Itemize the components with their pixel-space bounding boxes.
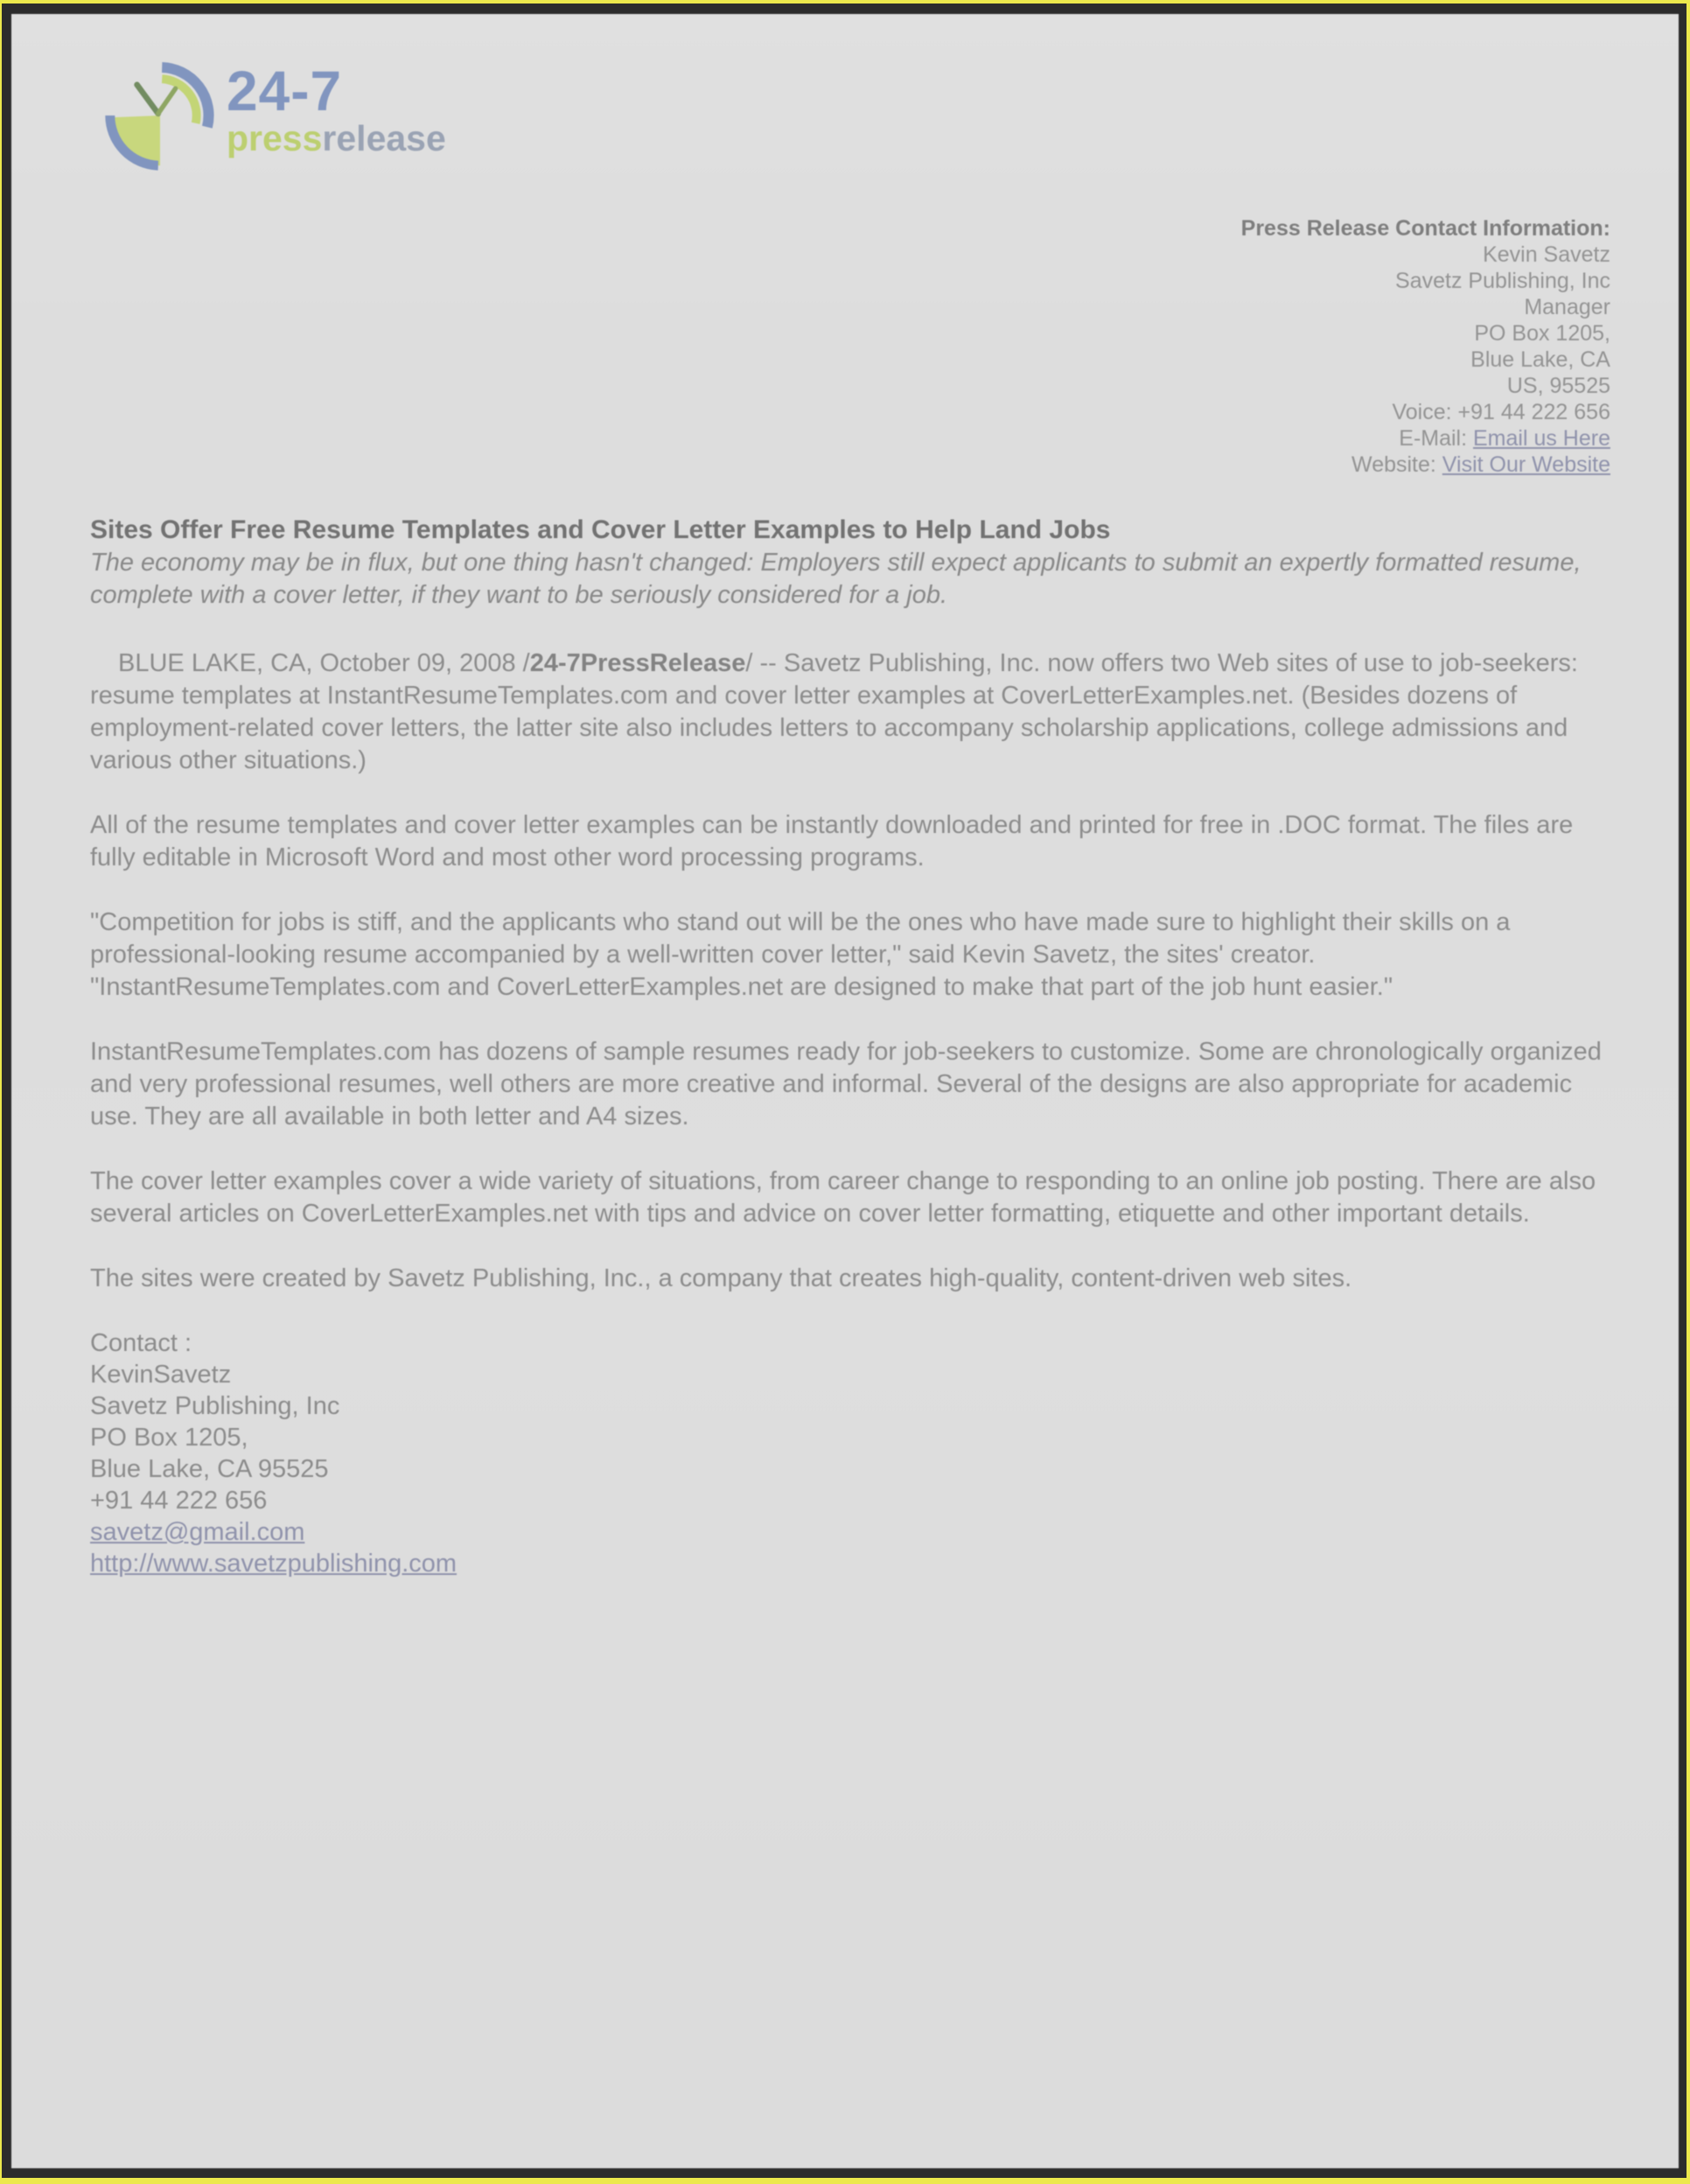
press-release-summary: The economy may be in flux, but one thing hasn't changed: Employers still expect applicants to submit an expertly formatted resume, complete with a cover letter, if they want to be seriously considered for a job. [90,549,1582,609]
footer-email-line [90,1516,1610,1548]
press-contact-name: Kevin Savetz [1483,242,1610,267]
footer-contact-name: KevinSavetz [90,1361,232,1389]
logo-press: press [227,118,323,158]
body-paragraph-6: The sites were created by Savetz Publishing, Inc., a company that creates high-quality, content-driven web sites. [90,1264,1352,1292]
email-us-link[interactable]: Email us Here [1473,426,1610,451]
footer-contact-block [90,1327,1610,1579]
website-label: Website: [1351,452,1442,477]
press-contact-company: Savetz Publishing, Inc [1395,269,1610,293]
clock-icon [102,58,218,173]
footer-website-line [90,1548,1610,1579]
body-paragraph-3: "Competition for jobs is stiff, and the applicants who stand out will be the ones who have made sure to highlight their skills on a professional-looking resume accompanied by a well-written cover letter," said Kevin Savetz, the sites' creator. "InstantResumeTemplates.com and CoverLetterExamples.net are designed to make that part of the job hunt easier." [90,908,1511,1001]
logo-number: 24-7 [227,60,343,122]
press-contact-email-line [90,425,1610,452]
footer-contact-city: Blue Lake, CA 95525 [90,1455,329,1483]
visit-website-link[interactable]: Visit Our Website [1442,452,1610,477]
footer-contact-phone: +91 44 222 656 [90,1487,268,1515]
footer-website-link[interactable]: http://www.savetzpublishing.com [90,1550,457,1578]
document-page [11,14,1679,2168]
press-release-headline: Sites Offer Free Resume Templates and Cover Letter Examples to Help Land Jobs [90,515,1111,544]
press-contact-title: Press Release Contact Information: [1240,216,1610,241]
footer-email-link[interactable]: savetz@gmail.com [90,1518,305,1546]
press-release-brand: 24-7PressRelease [529,649,746,677]
dateline-suffix: / -- Savetz Publishing, Inc. now offers two Web sites of use to job-seekers: resume templates at InstantResumeTemplates.com and cover letter examples at CoverLetterExamples.net. (Besides dozens of employment-related cover letters, the latter site also includes letters to accompany scholarship applications, college admissions and various other situations.) [90,649,1578,774]
brand-logo [102,58,522,173]
footer-contact-label: Contact : [90,1329,192,1357]
press-contact-block [90,215,1610,478]
body-paragraph-1 [90,648,1610,777]
dateline-prefix: BLUE LAKE, CA, October 09, 2008 / [118,649,530,677]
footer-contact-pobox: PO Box 1205, [90,1424,248,1452]
logo-wordmark [227,118,446,158]
press-contact-role: Manager [1524,295,1610,319]
press-contact-website-line [90,452,1610,478]
press-contact-pobox: PO Box 1205, [1474,321,1610,346]
email-label: E-Mail: [1399,426,1473,451]
body-paragraph-2: All of the resume templates and cover letter examples can be instantly downloaded and printed for free in .DOC format. The files are fully editable in Microsoft Word and most other word processing programs. [90,811,1574,872]
logo-release: release [322,118,446,158]
body-paragraph-5: The cover letter examples cover a wide variety of situations, from career change to responding to an online job posting. There are also several articles on CoverLetterExamples.net with tips and advice on cover letter formatting, etiquette and other important details. [90,1167,1596,1228]
document-frame [2,4,1687,2178]
press-release-body [90,648,1610,1295]
footer-contact-company: Savetz Publishing, Inc [90,1392,340,1420]
press-contact-voice: Voice: +91 44 222 656 [1392,400,1610,424]
document-content [11,58,1679,1579]
body-paragraph-4: InstantResumeTemplates.com has dozens of sample resumes ready for job-seekers to customize. Some are chronologically organized and very professional resumes, well others are more creative and informal. Several of the designs are also appropriate for academic use. They are all available in both letter and A4 sizes. [90,1038,1602,1130]
press-contact-city: Blue Lake, CA [1470,347,1610,372]
logo-text [227,60,446,158]
press-contact-zip: US, 95525 [1506,374,1610,398]
